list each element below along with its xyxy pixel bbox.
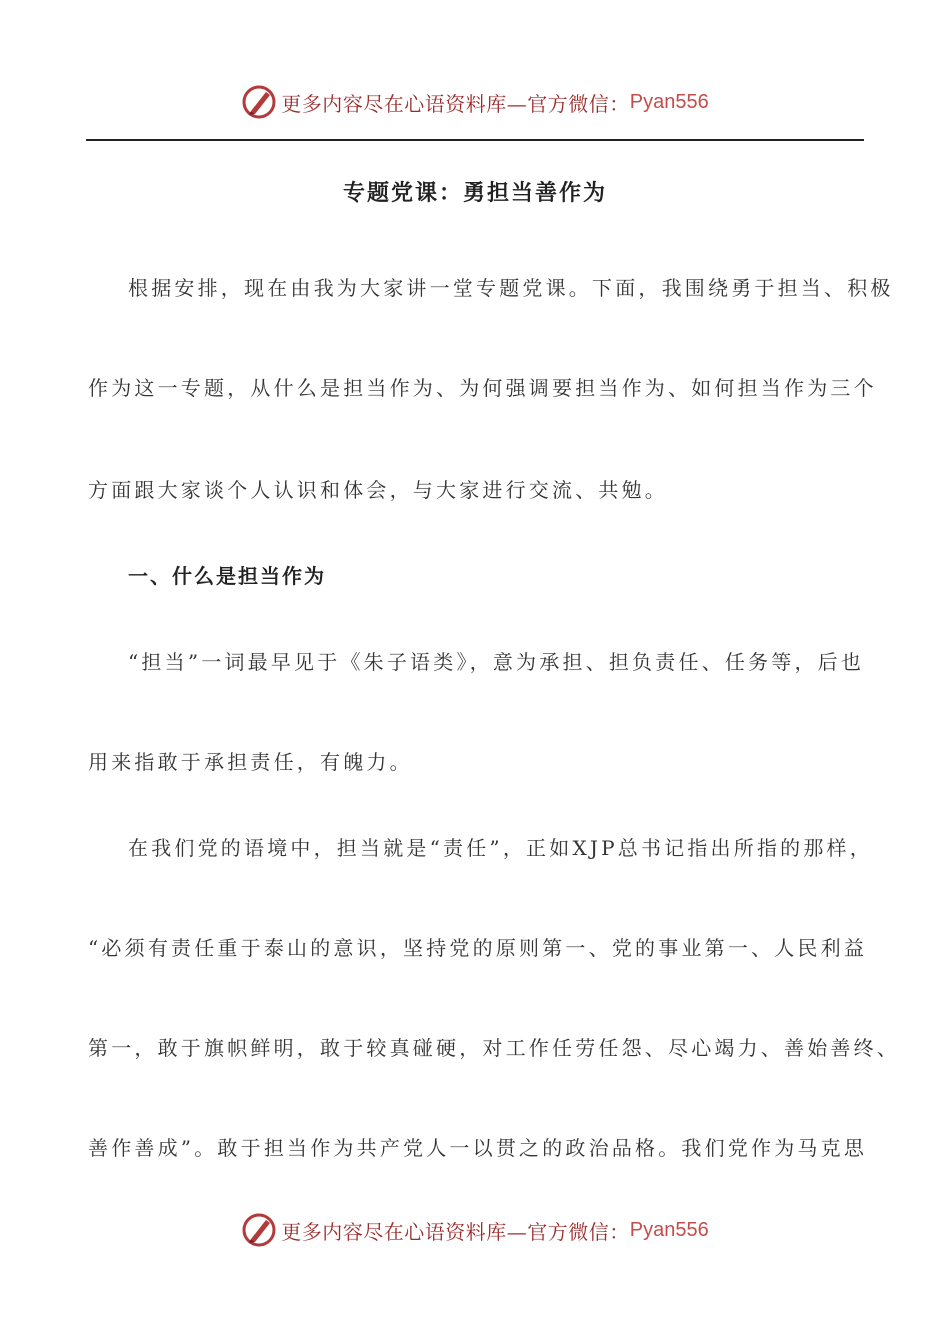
banner-text: 更多内容尽在心语资料库—官方微信： [281,91,630,116]
paragraph-line: 方面跟大家谈个人认识和体会，与大家进行交流、共勉。 [88,478,668,502]
paragraph-line: 根据安排，现在由我为大家讲一堂专题党课。下面，我围绕勇于担当、积极 [128,276,894,300]
footer-banner [0,1206,950,1254]
paragraph-line: 第一，敢于旗帜鲜明，敢于较真碰硬，对工作任劳任怨、尽心竭力、善始善终、 [88,1036,900,1060]
pen-logo-icon [241,1212,277,1248]
banner-wechat-id: Pyan556 [629,1218,709,1241]
header-banner [0,78,950,126]
pen-logo-icon [241,84,277,120]
paragraph-line: 在我们党的语境中，担当就是“责任”，正如XJP总书记指出所指的那样， [128,836,873,860]
banner-text: 更多内容尽在心语资料库—官方微信： [281,1219,630,1244]
document-title: 专题党课：勇担当善作为 [342,181,607,206]
paragraph-line: 用来指敢于承担责任，有魄力。 [88,750,413,774]
paragraph-line: “必须有责任重于泰山的意识，坚持党的原则第一、党的事业第一、人民利益 [88,936,868,960]
banner-wechat-id: Pyan556 [629,90,709,113]
header-divider [86,139,864,141]
paragraph-line: 作为这一专题，从什么是担当作为、为何强调要担当作为、如何担当作为三个 [88,376,877,400]
section-heading: 一、什么是担当作为 [128,564,326,588]
paragraph-line: “担当”一词最早见于《朱子语类》，意为承担、担负责任、任务等，后也 [128,650,865,674]
paragraph-line: 善作善成”。敢于担当作为共产党人一以贯之的政治品格。我们党作为马克思 [88,1136,868,1160]
